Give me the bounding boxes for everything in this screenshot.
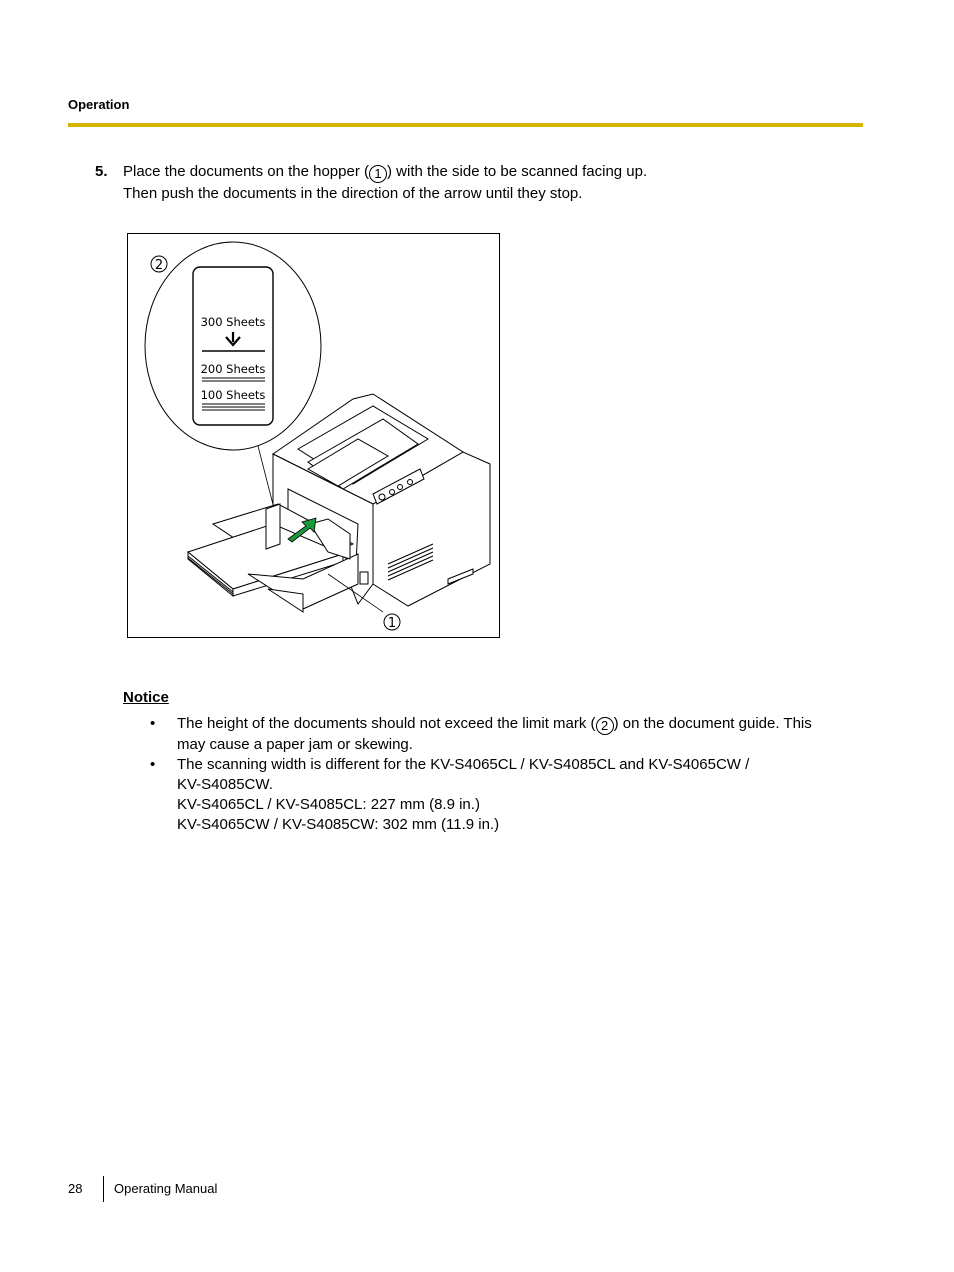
step-number: 5. (95, 163, 108, 180)
callout-2-inline: 2 (596, 717, 614, 735)
page-number: 28 (68, 1181, 83, 1196)
scanner-drawing (128, 234, 500, 638)
notice-item-1-line-1 (177, 714, 863, 735)
callout-1-label: 1 (387, 616, 397, 631)
notice-item (123, 755, 863, 835)
callout-2-label: 2 (154, 258, 164, 273)
bullet: • (150, 756, 156, 773)
notice-item-2-line-2: KV-S4085CW. (177, 776, 273, 793)
step-line-1-start: Place the documents on the hopper ( (123, 163, 369, 180)
scanner-body (273, 394, 490, 606)
notice-item-1-end: ) on the document guide. This (613, 715, 812, 732)
footer-divider (103, 1176, 104, 1202)
step-line-2: Then push the documents in the direction of the arrow until they stop. (123, 185, 583, 202)
notice-title: Notice (123, 689, 169, 706)
notice-item (123, 714, 863, 755)
notice-item-1-start: The height of the documents should not exceed the limit mark ( (177, 715, 596, 732)
notice-item-1-line-2: may cause a paper jam or skewing. (177, 736, 413, 753)
guide-label-300: 300 Sheets (200, 315, 266, 329)
guide-label-200: 200 Sheets (200, 362, 266, 376)
notice-item-2-line-3: KV-S4065CL / KV-S4085CL: 227 mm (8.9 in.) (177, 796, 480, 813)
step-line-1 (123, 161, 843, 183)
step-line-1-end: ) with the side to be scanned facing up. (387, 163, 648, 180)
notice-list (123, 714, 863, 835)
bullet: • (150, 715, 156, 732)
header-rule (68, 123, 863, 127)
guide-label-100: 100 Sheets (200, 388, 266, 402)
step-instructions (123, 161, 843, 205)
notice-item-2-line-4: KV-S4065CW / KV-S4085CW: 302 mm (11.9 in.) (177, 816, 500, 833)
scanner-illustration (127, 233, 500, 638)
notice-item-2-line-1: The scanning width is different for the KV-S4065CL / KV-S4085CL and KV-S4065CW / (177, 756, 750, 773)
manual-title: Operating Manual (114, 1181, 218, 1196)
callout-1-inline: 1 (369, 165, 387, 183)
section-header: Operation (68, 97, 130, 112)
